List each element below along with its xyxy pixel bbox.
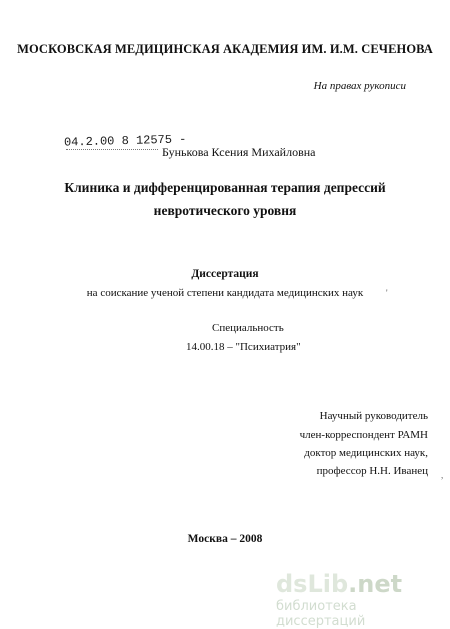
dissertation-label: Диссертация (191, 268, 259, 280)
supervisor-line-4: профессор Н.Н. Иванец (316, 465, 428, 477)
supervisor-line-1: Научный руководитель (319, 410, 428, 422)
supervisor-line-3: доктор медицинских наук, (304, 447, 428, 459)
scan-mark: ' (386, 288, 388, 298)
watermark-subtitle: библиотека диссертаций (276, 599, 366, 629)
supervisor-line-2: член-корреспондент РАМН (299, 429, 428, 441)
library-stamp-code: 04.2.00 8 12575 - (63, 132, 187, 150)
dslib-watermark (276, 572, 446, 629)
specialty-code: 14.00.18 – "Психиатрия" (186, 341, 301, 353)
thesis-title-line-2: невротического уровня (153, 203, 297, 218)
stamp-underline (66, 149, 158, 150)
watermark-logo-part1: dsLib (276, 570, 349, 598)
rights-note: На правах рукописи (313, 80, 406, 92)
watermark-logo (276, 572, 446, 596)
institution-name: МОСКОВСКАЯ МЕДИЦИНСКАЯ АКАДЕМИЯ ИМ. И.М. СЕЧЕНОВА (17, 42, 433, 56)
thesis-title-line-1: Клиника и дифференцированная терапия депрессий (64, 180, 386, 195)
author-name: Бунькова Ксения Михайловна (162, 145, 316, 159)
watermark-logo-part2: .net (348, 570, 403, 598)
city-year: Москва – 2008 (187, 533, 263, 545)
specialty-label: Специальность (212, 322, 284, 334)
margin-mark: , (441, 470, 444, 480)
degree-sought: на соискание ученой степени кандидата медицинских наук (86, 287, 364, 299)
